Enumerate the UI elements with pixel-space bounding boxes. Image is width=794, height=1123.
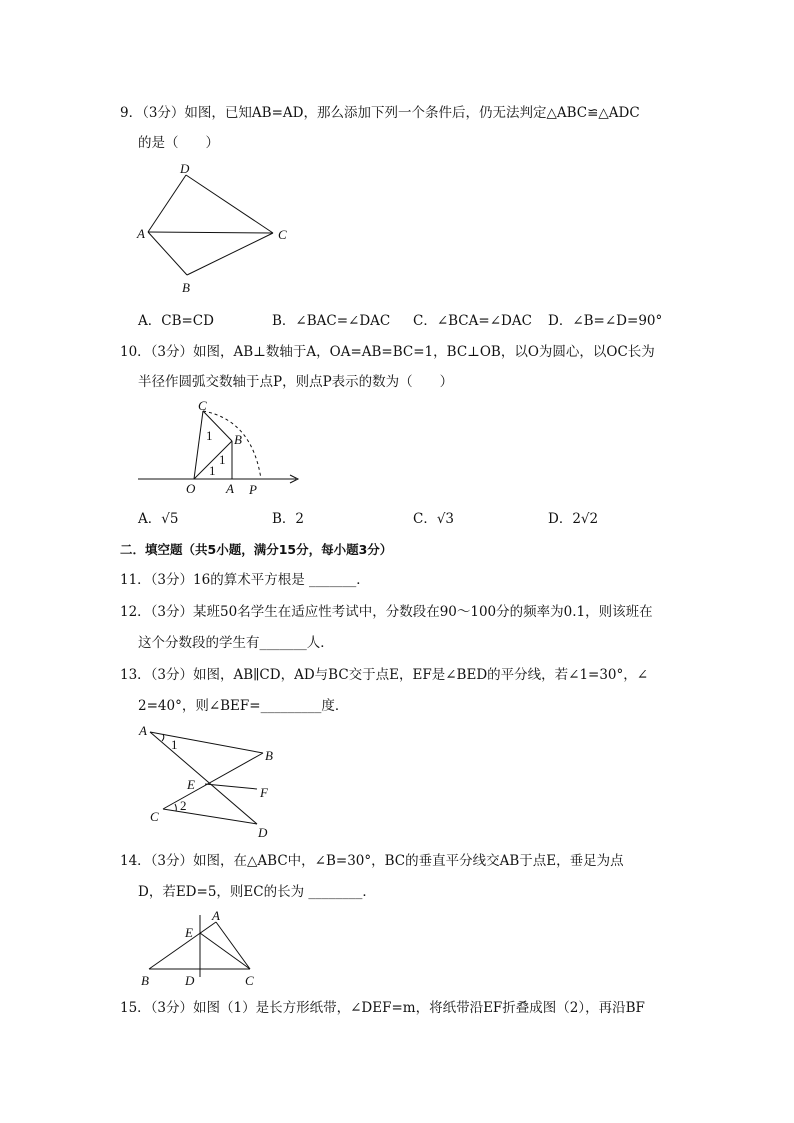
q10-option-a: A．√5 [138, 511, 179, 527]
q11-text: 11．（3分）16的算术平方根是 _______． [120, 572, 370, 588]
q10-option-c: C．√3 [413, 511, 455, 527]
section-fill-in-heading: 二．填空题（共5小题，满分15分，每小题3分） [120, 542, 393, 557]
q9-label-D: D [180, 161, 190, 176]
q15-text-line1: 15．（3分）如图（1）是长方形纸带，∠DEF=m，将纸带沿EF折叠成图（2），再沿BF [120, 1000, 645, 1016]
q14-label-B: B [141, 973, 149, 988]
q10-label-A: A [226, 481, 234, 496]
q14-text-line1: 14．（3分）如图，在△ABC中，∠B=30°，BC的垂直平分线交AB于点E，垂足为点 [120, 853, 624, 869]
q9-option-a: A．CB=CD [138, 313, 214, 329]
q9-text-line1: 9．（3分）如图，已知AB=AD，那么添加下列一个条件后，仍无法判定△ABC≌△ADC [120, 105, 640, 121]
q14-label-C: C [245, 973, 254, 988]
q13-label-E: E [187, 777, 195, 792]
q10-label-P: P [249, 482, 257, 497]
q13-label-B: B [265, 748, 273, 763]
q9-figure [130, 160, 300, 300]
q9-label-C: C [278, 227, 287, 242]
q13-label-A: A [139, 723, 147, 738]
q10-label-B: B [234, 432, 242, 447]
q10-option-b: B．2 [272, 511, 305, 527]
q14-label-D: D [185, 973, 195, 988]
q14-figure [135, 905, 265, 990]
q13-label-angle-1: 1 [171, 737, 178, 752]
q13-label-angle-2: 2 [180, 798, 187, 813]
q14-label-E: E [185, 925, 193, 940]
q10-label-O: O [186, 481, 196, 496]
q13-text-line2: 2=40°，则∠BEF=_________度． [138, 698, 349, 714]
q10-label-one-ab: 1 [219, 452, 226, 467]
q9-option-b: B．∠BAC=∠DAC [272, 313, 391, 329]
q10-option-d: D．2√2 [548, 511, 599, 527]
q10-label-one-oa: 1 [209, 463, 216, 478]
q10-figure [130, 398, 310, 500]
q9-label-B: B [182, 280, 190, 295]
q13-text-line1: 13．（3分）如图，AB∥CD，AD与BC交于点E，EF是∠BED的平分线，若∠1=30°，∠ [120, 667, 649, 683]
q9-option-c: C．∠BCA=∠DAC [413, 313, 532, 329]
q13-label-D: D [258, 825, 268, 840]
q13-label-F: F [260, 785, 268, 800]
q13-figure [135, 720, 285, 842]
q14-text-line2: D，若ED=5，则EC的长为 ________． [138, 884, 376, 900]
q9-option-d: D．∠B=∠D=90° [548, 313, 663, 329]
q10-text-line2: 半径作圆弧交数轴于点P，则点P表示的数为（ ） [138, 374, 454, 390]
q14-label-A: A [212, 908, 220, 923]
q10-text-line1: 10．（3分）如图，AB⊥数轴于A，OA=AB=BC=1，BC⊥OB，以O为圆心，以OC长为 [120, 344, 655, 360]
q10-label-one-bc: 1 [206, 428, 213, 443]
q12-text-line2: 这个分数段的学生有_______人． [138, 635, 334, 651]
q12-text-line1: 12．（3分）某班50名学生在适应性考试中，分数段在90～100分的频率为0.1，则该班在 [120, 604, 653, 620]
q9-text-line2: 的是（ ） [138, 135, 219, 151]
q9-label-A: A [137, 226, 145, 241]
q13-label-C: C [150, 809, 159, 824]
q10-label-C: C [198, 398, 207, 413]
